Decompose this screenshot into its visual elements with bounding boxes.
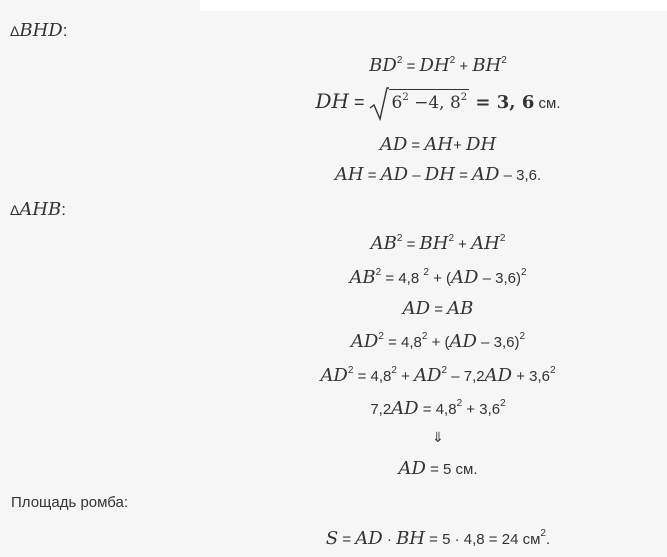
sqrt-symbol xyxy=(369,86,389,122)
equation-area: S = AD · BH = 5 · 4,8 = 24 $см^2$. xyxy=(325,528,551,549)
equation-dh-sqrt: DH = $6^2 -4$, $8^2 = 3$, 6 см. xyxy=(0,86,667,122)
equation-ad-result: AD = 5 см. xyxy=(398,458,478,479)
equation-ad-expanded: $AD^2 = 4,8^2 + AD^2 - 7,2AD + 3,6^2$ xyxy=(320,365,556,386)
rhombus-area-title: Площадь ромба: xyxy=(11,494,129,511)
equation-ad-equals-ab: AD = AB xyxy=(402,298,474,319)
top-bar xyxy=(200,0,667,11)
radicand: $6^2 -4$, $8^2$ xyxy=(389,89,469,113)
down-arrow-icon: ⇓ xyxy=(432,429,444,445)
equation-ah: AH = AD – DH = AD – 3,6. xyxy=(334,164,542,185)
equation-ad-sum: AD = AH+ DH xyxy=(379,134,497,155)
equation-ab-substituted: $AB^2 = 4,8$ $^2$ + (AD – 3,6)$^2$ xyxy=(349,267,527,288)
triangle-bhd-label: ΔBHD: xyxy=(10,20,68,41)
equation-ab-squared: $AB^2 = BH^2 + AH^2$ xyxy=(370,233,506,254)
triangle-ahb-label: ΔAHB: xyxy=(10,199,67,220)
equation-7-2-ad: $7,2AD = 4,8^2 + 3,6^2$ xyxy=(370,398,506,419)
equation-ad-squared: $AD^2 = 4,8^2 + (AD - 3,6)^2$ xyxy=(350,331,526,352)
equation-bd-squared: $BD^2 = DH^2 + BH^2$ xyxy=(369,55,507,76)
